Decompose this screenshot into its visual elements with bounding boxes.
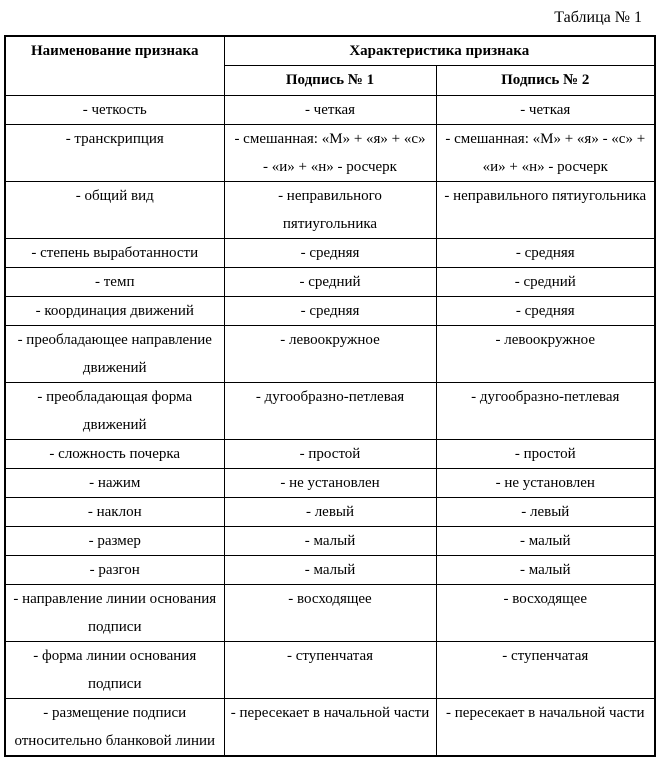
signature2-value-cell: - средний <box>436 268 655 297</box>
header-feature-name: Наименование признака <box>5 36 224 96</box>
feature-name-cell: - разгон <box>5 556 224 585</box>
signature1-value-cell: - левоокружное <box>224 326 436 383</box>
features-table <box>4 35 656 757</box>
table-row <box>5 585 655 642</box>
table-row <box>5 642 655 699</box>
header-row-top <box>5 36 655 66</box>
table-row <box>5 440 655 469</box>
signature2-value-cell: - малый <box>436 527 655 556</box>
signature1-value-cell: - восходящее <box>224 585 436 642</box>
signature1-value-cell: - ступенчатая <box>224 642 436 699</box>
header-signature-1: Подпись № 1 <box>224 66 436 96</box>
table-row <box>5 326 655 383</box>
signature2-value-cell: - неправильного пятиугольника <box>436 182 655 239</box>
feature-name-cell: - общий вид <box>5 182 224 239</box>
feature-name-cell: - преобладающая форма движений <box>5 383 224 440</box>
feature-name-cell: - направление линии основания подписи <box>5 585 224 642</box>
feature-name-cell: - координация движений <box>5 297 224 326</box>
feature-name-cell: - размещение подписи относительно бланковой линии <box>5 699 224 757</box>
table-row <box>5 469 655 498</box>
feature-name-cell: - преобладающее направление движений <box>5 326 224 383</box>
table-row <box>5 96 655 125</box>
signature2-value-cell: - средняя <box>436 239 655 268</box>
signature2-value-cell: - малый <box>436 556 655 585</box>
signature2-value-cell: - четкая <box>436 96 655 125</box>
signature1-value-cell: - левый <box>224 498 436 527</box>
table-row <box>5 699 655 757</box>
table-row <box>5 527 655 556</box>
table-row <box>5 125 655 182</box>
signature1-value-cell: - малый <box>224 527 436 556</box>
table-row <box>5 268 655 297</box>
table-caption: Таблица № 1 <box>554 9 642 26</box>
feature-name-cell: - сложность почерка <box>5 440 224 469</box>
header-signature-2: Подпись № 2 <box>436 66 655 96</box>
feature-name-cell: - темп <box>5 268 224 297</box>
signature2-value-cell: - не установлен <box>436 469 655 498</box>
signature1-value-cell: - средняя <box>224 239 436 268</box>
signature2-value-cell: - средняя <box>436 297 655 326</box>
signature1-value-cell: - неправильного пятиугольника <box>224 182 436 239</box>
signature2-value-cell: - восходящее <box>436 585 655 642</box>
feature-name-cell: - степень выработанности <box>5 239 224 268</box>
signature2-value-cell: - простой <box>436 440 655 469</box>
feature-name-cell: - четкость <box>5 96 224 125</box>
signature1-value-cell: - пересекает в начальной части <box>224 699 436 757</box>
signature1-value-cell: - малый <box>224 556 436 585</box>
signature1-value-cell: - средняя <box>224 297 436 326</box>
table-body <box>5 96 655 757</box>
signature2-value-cell: - дугообразно-петлевая <box>436 383 655 440</box>
signature1-value-cell: - четкая <box>224 96 436 125</box>
feature-name-cell: - наклон <box>5 498 224 527</box>
signature2-value-cell: - ступенчатая <box>436 642 655 699</box>
feature-name-cell: - транскрипция <box>5 125 224 182</box>
signature2-value-cell: - левоокружное <box>436 326 655 383</box>
signature2-value-cell: - пересекает в начальной части <box>436 699 655 757</box>
table-row <box>5 182 655 239</box>
header-characteristic: Характеристика признака <box>224 36 655 66</box>
signature1-value-cell: - простой <box>224 440 436 469</box>
table-row <box>5 383 655 440</box>
signature1-value-cell: - не установлен <box>224 469 436 498</box>
signature1-value-cell: - дугообразно-петлевая <box>224 383 436 440</box>
signature2-value-cell: - левый <box>436 498 655 527</box>
table-row <box>5 239 655 268</box>
feature-name-cell: - форма линии основания подписи <box>5 642 224 699</box>
feature-name-cell: - размер <box>5 527 224 556</box>
table-row <box>5 556 655 585</box>
signature2-value-cell: - смешанная: «М» + «я» - «с» + «и» + «н» - росчерк <box>436 125 655 182</box>
table-row <box>5 498 655 527</box>
signature1-value-cell: - средний <box>224 268 436 297</box>
feature-name-cell: - нажим <box>5 469 224 498</box>
signature1-value-cell: - смешанная: «М» + «я» + «с» - «и» + «н» - росчерк <box>224 125 436 182</box>
table-row <box>5 297 655 326</box>
